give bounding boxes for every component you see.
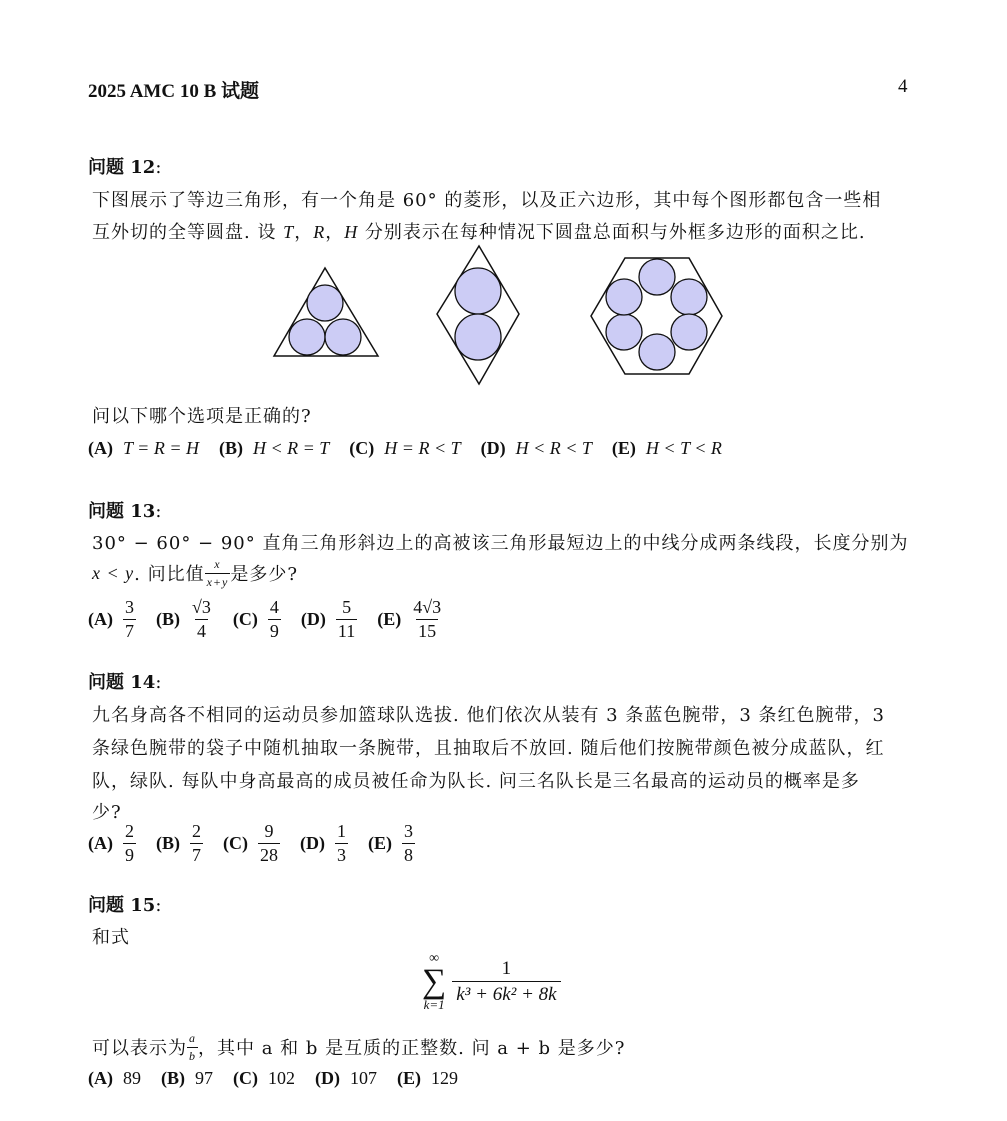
page-number: 4 (898, 76, 908, 97)
choice-label: (C) (349, 438, 375, 458)
choice-15-b[interactable] (161, 1068, 213, 1089)
numerator: 3 (404, 821, 413, 841)
choice-15-a[interactable] (88, 1068, 141, 1089)
problem-14-line-1: 九名身高各不相同的运动员参加篮球队选拔. 他们依次从装有 3 条蓝色腕带，3 条红色腕带，3 (92, 705, 885, 726)
denominator: 9 (269, 620, 279, 641)
b-denominator: b (189, 1048, 196, 1063)
hexagon-disk-3 (671, 314, 707, 350)
sep-2: ， (325, 222, 345, 243)
choice-label: (A) (88, 608, 113, 629)
choice-12-b[interactable] (219, 438, 329, 459)
ab-fraction (187, 1032, 198, 1062)
choice-text: H = R < T (384, 438, 461, 458)
choice-text: 129 (431, 1068, 458, 1088)
triangle-disk-right (325, 319, 361, 355)
problem-14-line-4: 少? (92, 802, 122, 823)
numerator: 2 (125, 821, 134, 841)
numerator: 9 (264, 821, 274, 841)
choice-15-c[interactable] (233, 1068, 295, 1089)
choice-fraction (336, 598, 357, 641)
rhombus-figure (437, 246, 519, 384)
denominator: 7 (125, 620, 134, 641)
triangle-figure (274, 268, 378, 356)
summation-formula (422, 952, 561, 1012)
choice-13-e[interactable] (377, 598, 443, 641)
problem-15-line-2 (92, 1032, 625, 1062)
choice-13-c[interactable] (233, 598, 281, 641)
problem-14-choices (88, 822, 435, 865)
problem-15-choices (88, 1068, 478, 1089)
problem-14-heading (88, 668, 161, 694)
choice-label: (E) (611, 438, 636, 458)
hexagon-disk-1 (639, 259, 675, 295)
choice-14-e[interactable] (368, 822, 415, 865)
page-header-title: 2025 AMC 10 B 试题 (88, 81, 260, 102)
problem-12-line-1: 下图展示了等边三角形，有一个角是 60° 的菱形，以及正六边形，其中每个图形都包含一些相 (92, 190, 882, 211)
choice-text: H < R = T (252, 438, 330, 458)
x-less-y: x < y (92, 562, 135, 583)
problem-14-line-2: 条绿色腕带的袋子中随机抽取一条腕带，且抽取后不放回. 随后他们按腕带颜色被分成蓝队，红 (92, 738, 885, 759)
choice-text: H < R < T (515, 438, 592, 458)
numerator: 4 (269, 597, 279, 617)
choice-label: (B) (161, 1068, 185, 1088)
choice-label: (C) (233, 1068, 258, 1088)
ratio-denominator: x+y (206, 574, 229, 589)
denominator: 11 (337, 620, 356, 641)
choice-label: (B) (156, 832, 180, 853)
choice-fraction (258, 822, 280, 865)
choice-text: 107 (350, 1068, 377, 1088)
choice-text: H < T < R (645, 438, 722, 458)
problem-14-title: 问题 14 (88, 672, 156, 693)
choice-label: (A) (88, 1068, 113, 1088)
numerator: 3 (125, 597, 134, 617)
summand-numerator: 1 (501, 958, 512, 980)
choice-label: (E) (377, 608, 402, 629)
choice-14-b[interactable] (156, 822, 203, 865)
choice-label: (E) (368, 832, 392, 853)
denominator: 7 (192, 844, 201, 865)
choice-fraction (268, 598, 281, 641)
choice-fraction (335, 822, 348, 865)
problem-13-line-1: 30° − 60° − 90° 直角三角形斜边上的高被该三角形最短边上的中线分成两条线段，长度分别为 (92, 533, 909, 554)
numerator: 5 (342, 597, 352, 617)
problem-12-heading (88, 153, 161, 179)
choice-label: (D) (480, 438, 506, 458)
choice-14-c[interactable] (223, 822, 280, 865)
choice-fraction (411, 598, 443, 641)
choice-13-a[interactable] (88, 598, 136, 641)
choice-label: (D) (315, 1068, 340, 1088)
problem-15-line-1: 和式 (92, 927, 130, 948)
problem-13-heading (88, 497, 161, 523)
summand-denominator: k³ + 6k² + 8k (452, 981, 560, 1005)
choice-13-d[interactable] (301, 598, 357, 641)
choice-label: (B) (156, 608, 180, 629)
problem-15-heading (88, 891, 161, 917)
problem-13-line-2-c: 是多少? (230, 564, 298, 586)
problem-14-line-3: 队，绿队. 每队中身高最高的成员被任命为队长. 问三名队长是三名最高的运动员的概率是多 (92, 771, 860, 792)
problem-12-title: 问题 12 (88, 157, 156, 178)
var-H: H (344, 222, 359, 242)
choice-label: (C) (232, 608, 258, 629)
sum-operator (422, 952, 446, 1012)
denominator: 28 (260, 844, 278, 865)
triangle-disk-top (307, 285, 343, 321)
numerator: 1 (337, 821, 346, 841)
numerator: √3 (192, 597, 211, 617)
choice-fraction (190, 598, 213, 641)
numerator: 4√3 (413, 597, 442, 617)
problem-12-line-2-b: 分别表示在每种情况下圆盘总面积与外框多边形的面积之比. (358, 222, 866, 243)
ratio-numerator: x (214, 557, 221, 571)
denominator: 8 (404, 844, 413, 865)
choice-fraction (123, 598, 136, 641)
choice-15-e[interactable] (397, 1068, 458, 1089)
choice-text: 102 (268, 1068, 295, 1088)
problem-15-line-2-b: ，其中 a 和 b 是互质的正整数. 问 a + b 是多少? (198, 1038, 626, 1060)
problem-15-title: 问题 15 (88, 895, 156, 916)
problem-13-line-2-b: . 问比值 (134, 564, 205, 586)
choice-fraction (123, 822, 136, 865)
problem-12-question: 问以下哪个选项是正确的? (92, 406, 312, 427)
var-R: R (313, 222, 326, 242)
choice-label: (D) (300, 832, 325, 853)
problem-13-title: 问题 13 (88, 501, 156, 522)
problem-13-choices (88, 598, 463, 641)
denominator: 3 (337, 844, 346, 865)
choice-12-c[interactable] (349, 438, 460, 459)
choice-label: (E) (397, 1068, 421, 1088)
problem-15-colon: : (155, 895, 162, 916)
choice-fraction (402, 822, 415, 865)
choice-12-d[interactable] (481, 438, 592, 459)
problem-15-line-2-a: 可以表示为 (92, 1038, 187, 1060)
choice-fraction (190, 822, 203, 865)
hexagon-disk-4 (639, 334, 675, 370)
problem-12-choices (88, 438, 742, 459)
sum-upper-limit: ∞ (429, 951, 440, 966)
problem-13-colon: : (155, 501, 162, 522)
var-T: T (283, 222, 295, 242)
hexagon-disk-5 (606, 314, 642, 350)
triangle-disk-left (289, 319, 325, 355)
choice-14-a[interactable] (88, 822, 136, 865)
sep-1: ， (294, 222, 314, 243)
problem-12-colon: : (155, 157, 162, 178)
choice-13-b[interactable] (156, 598, 213, 641)
problem-12-figures (260, 240, 740, 390)
sum-lower-limit: k=1 (423, 997, 445, 1012)
problem-14-colon: : (155, 672, 162, 693)
rhombus-disk-bottom (455, 314, 501, 360)
problem-13-line-2 (92, 558, 298, 588)
choice-12-e[interactable] (612, 438, 722, 459)
choice-12-a[interactable] (88, 438, 199, 459)
choice-label: (A) (88, 438, 113, 458)
denominator: 4 (196, 620, 206, 641)
choice-text: 97 (195, 1068, 213, 1088)
hexagon-figure (591, 258, 722, 374)
choice-label: (D) (300, 608, 326, 629)
choice-label: (B) (218, 438, 243, 458)
choice-text: 89 (123, 1068, 141, 1088)
hexagon-disk-2 (671, 279, 707, 315)
ratio-fraction (205, 558, 231, 588)
choice-15-d[interactable] (315, 1068, 377, 1089)
rhombus-disk-top (455, 268, 501, 314)
a-numerator: a (189, 1031, 196, 1045)
sum-symbol: ∑ (422, 963, 447, 1000)
problem-12-line-2-a: 互外切的全等圆盘. 设 (92, 222, 284, 243)
numerator: 2 (192, 821, 201, 841)
summand-fraction (452, 959, 560, 1005)
choice-label: (C) (223, 832, 248, 853)
denominator: 9 (125, 844, 134, 865)
choice-text: T = R = H (123, 438, 199, 458)
denominator: 15 (418, 620, 437, 641)
hexagon-disk-6 (606, 279, 642, 315)
choice-14-d[interactable] (300, 822, 348, 865)
choice-label: (A) (88, 832, 113, 853)
